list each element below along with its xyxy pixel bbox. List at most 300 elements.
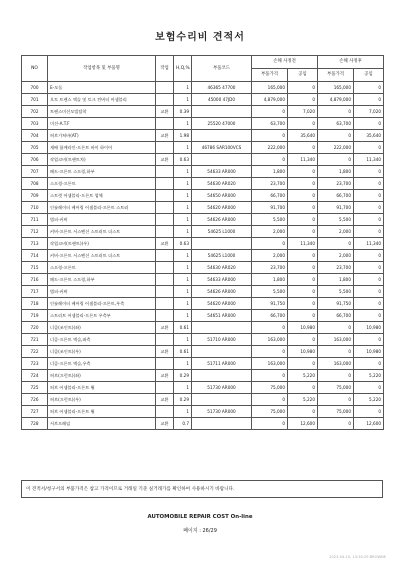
cell-no: 721 bbox=[22, 334, 48, 346]
cell-item: 스프링-프론트 bbox=[48, 262, 156, 274]
table-row bbox=[22, 406, 384, 418]
cell-work bbox=[156, 226, 174, 238]
cell-l1: 0 bbox=[288, 82, 318, 94]
cell-item: 트랜스미션모빌탈착 bbox=[48, 106, 156, 118]
cell-l2: 0 bbox=[354, 226, 384, 238]
cell-no: 713 bbox=[22, 238, 48, 250]
cell-work bbox=[156, 166, 174, 178]
cell-hq: 1 bbox=[174, 94, 192, 106]
cell-p1: 0 bbox=[252, 154, 288, 166]
cell-code bbox=[192, 130, 252, 142]
cell-no: 708 bbox=[22, 178, 48, 190]
cell-item: 너클-프론트 액슬,좌측 bbox=[48, 334, 156, 346]
cell-code bbox=[192, 346, 252, 358]
cell-no: 722 bbox=[22, 346, 48, 358]
cell-item: 허브 어셈블리-프론트 휠 bbox=[48, 382, 156, 394]
cell-code: 54626 AR000 bbox=[192, 214, 252, 226]
cell-p1: 75,000 bbox=[252, 406, 288, 418]
cell-code: 46786 SAR100VCS bbox=[192, 142, 252, 154]
cell-no: 728 bbox=[22, 418, 48, 430]
cell-p2: 4,879,000 bbox=[318, 94, 354, 106]
cell-l2: 10,980 bbox=[354, 346, 384, 358]
cell-no: 720 bbox=[22, 322, 48, 334]
cell-hq: 0.61 bbox=[174, 322, 192, 334]
cell-p1: 4,879,000 bbox=[252, 94, 288, 106]
cell-l2: 0 bbox=[354, 334, 384, 346]
cell-hq: 1.98 bbox=[174, 130, 192, 142]
cell-l2: 0 bbox=[354, 202, 384, 214]
cell-p2: 91,750 bbox=[318, 298, 354, 310]
cell-work: 교환 bbox=[156, 418, 174, 430]
cell-p1: 5,500 bbox=[252, 286, 288, 298]
header-claim: 손해 사정전 bbox=[252, 56, 318, 69]
cell-l1: 0 bbox=[288, 358, 318, 370]
cell-l1: 5,220 bbox=[288, 394, 318, 406]
cell-l1: 5,220 bbox=[288, 370, 318, 382]
cell-item: 허브 어셈블리-프론트 휠 bbox=[48, 406, 156, 418]
cell-no: 705 bbox=[22, 142, 48, 154]
cell-p2: 2,000 bbox=[318, 226, 354, 238]
cell-p2: 91,700 bbox=[318, 202, 354, 214]
cell-work bbox=[156, 274, 174, 286]
cell-hq: 0.29 bbox=[174, 370, 192, 382]
cell-p2: 0 bbox=[318, 418, 354, 430]
cell-item: 재배 함께라인-프론트 바이 하이어 bbox=[48, 142, 156, 154]
cell-no: 724 bbox=[22, 370, 48, 382]
cell-work bbox=[156, 214, 174, 226]
page-number: 페이지 : 26/29 bbox=[183, 528, 217, 534]
cell-p1: 23,700 bbox=[252, 262, 288, 274]
cell-work bbox=[156, 286, 174, 298]
cell-l2: 0 bbox=[354, 286, 384, 298]
cell-l1: 0 bbox=[288, 334, 318, 346]
cell-l2: 11,340 bbox=[354, 238, 384, 250]
cell-hq: 0.29 bbox=[174, 394, 192, 406]
table-row bbox=[22, 118, 384, 130]
cell-code: 51730 AR000 bbox=[192, 382, 252, 394]
cell-no: 710 bbox=[22, 202, 48, 214]
cell-code bbox=[192, 394, 252, 406]
cell-l2: 0 bbox=[354, 82, 384, 94]
cell-p2: 66,700 bbox=[318, 310, 354, 322]
cell-no: 707 bbox=[22, 166, 48, 178]
table-row bbox=[22, 238, 384, 250]
cell-no: 725 bbox=[22, 382, 48, 394]
cell-no: 711 bbox=[22, 214, 48, 226]
cell-p2: 75,000 bbox=[318, 406, 354, 418]
cell-p1: 5,500 bbox=[252, 214, 288, 226]
cell-hq: 1 bbox=[174, 82, 192, 94]
cell-l1: 0 bbox=[288, 190, 318, 202]
cell-hq: 1 bbox=[174, 274, 192, 286]
cell-no: 715 bbox=[22, 262, 48, 274]
cell-p1: 0 bbox=[252, 394, 288, 406]
cell-hq: 1 bbox=[174, 286, 192, 298]
cell-l1: 0 bbox=[288, 298, 318, 310]
table-row bbox=[22, 250, 384, 262]
table-row bbox=[22, 310, 384, 322]
cell-l2: 11,340 bbox=[354, 154, 384, 166]
cell-work bbox=[156, 178, 174, 190]
cell-code bbox=[192, 322, 252, 334]
cell-hq: 0.61 bbox=[174, 346, 192, 358]
cell-hq: 1 bbox=[174, 334, 192, 346]
cell-l2: 0 bbox=[354, 250, 384, 262]
cell-l2: 0 bbox=[354, 298, 384, 310]
cell-work bbox=[156, 358, 174, 370]
table-row bbox=[22, 418, 384, 430]
cell-work bbox=[156, 202, 174, 214]
cell-hq: 0.63 bbox=[174, 154, 192, 166]
cell-hq: 1 bbox=[174, 166, 192, 178]
table-row bbox=[22, 82, 384, 94]
cell-work bbox=[156, 298, 174, 310]
cell-code: 54625 L1000 bbox=[192, 226, 252, 238]
table-row bbox=[22, 166, 384, 178]
cell-no: 700 bbox=[22, 82, 48, 94]
cell-p1: 2,000 bbox=[252, 250, 288, 262]
cell-l1: 0 bbox=[288, 202, 318, 214]
cell-l2: 0 bbox=[354, 190, 384, 202]
table-row bbox=[22, 178, 384, 190]
cell-p2: 5,500 bbox=[318, 214, 354, 226]
table-row bbox=[22, 190, 384, 202]
cell-no: 726 bbox=[22, 394, 48, 406]
cell-l1: 0 bbox=[288, 382, 318, 394]
table-row bbox=[22, 262, 384, 274]
table-row bbox=[22, 130, 384, 142]
cell-hq: 1 bbox=[174, 226, 192, 238]
cell-work bbox=[156, 250, 174, 262]
cell-no: 727 bbox=[22, 406, 48, 418]
cell-work: 교환 bbox=[156, 322, 174, 334]
table-row bbox=[22, 142, 384, 154]
table-row bbox=[22, 334, 384, 346]
cell-p2: 1,800 bbox=[318, 274, 354, 286]
cell-code: 54633 AR000 bbox=[192, 166, 252, 178]
cell-work: 교환 bbox=[156, 106, 174, 118]
table-row bbox=[22, 286, 384, 298]
table-body bbox=[22, 82, 384, 430]
cell-p2: 165,000 bbox=[318, 82, 354, 94]
cell-no: 712 bbox=[22, 226, 48, 238]
cell-l1: 7,020 bbox=[288, 106, 318, 118]
cell-code: 54650 AR000 bbox=[192, 190, 252, 202]
cell-no: 716 bbox=[22, 274, 48, 286]
cell-item: 스트러트 어셈블리-프론트 우측부 bbox=[48, 310, 156, 322]
cell-work bbox=[156, 94, 174, 106]
cell-p1: 0 bbox=[252, 322, 288, 334]
cell-item: 너클(조인트)(우) bbox=[48, 346, 156, 358]
cell-code bbox=[192, 418, 252, 430]
cell-hq: 1 bbox=[174, 262, 192, 274]
cell-no: 709 bbox=[22, 190, 48, 202]
cell-work: 교환 bbox=[156, 394, 174, 406]
cell-l2: 0 bbox=[354, 118, 384, 130]
cell-l2: 0 bbox=[354, 382, 384, 394]
cell-p1: 2,000 bbox=[252, 226, 288, 238]
cell-l1: 12,600 bbox=[288, 418, 318, 430]
cell-l2: 10,980 bbox=[354, 322, 384, 334]
cell-item: 허브(프런트)(우) bbox=[48, 394, 156, 406]
cell-hq: 1 bbox=[174, 190, 192, 202]
table-row bbox=[22, 358, 384, 370]
cell-p2: 163,000 bbox=[318, 358, 354, 370]
cell-p2: 2,000 bbox=[318, 250, 354, 262]
cell-no: 714 bbox=[22, 250, 48, 262]
table-row bbox=[22, 94, 384, 106]
cell-p1: 66,700 bbox=[252, 190, 288, 202]
cell-l1: 0 bbox=[288, 286, 318, 298]
cell-p2: 23,700 bbox=[318, 262, 354, 274]
cell-work bbox=[156, 406, 174, 418]
cell-p2: 0 bbox=[318, 394, 354, 406]
header-code: 부품코드 bbox=[192, 56, 252, 82]
document-title: 보험수리비 견적서 bbox=[155, 32, 245, 43]
cell-item: 스트럿 어셈블리-프론트 업체 bbox=[48, 190, 156, 202]
cell-hq: 0.63 bbox=[174, 238, 192, 250]
cell-item: 허브가쳐바(AT) bbox=[48, 130, 156, 142]
cell-l2: 0 bbox=[354, 94, 384, 106]
header-work: 작업 bbox=[156, 56, 174, 82]
cell-l2: 0 bbox=[354, 214, 384, 226]
cell-item: 범퍼-커버 bbox=[48, 286, 156, 298]
cell-code bbox=[192, 238, 252, 250]
cell-code: 51710 AR000 bbox=[192, 334, 252, 346]
cell-p2: 66,700 bbox=[318, 190, 354, 202]
cell-hq: 1 bbox=[174, 202, 192, 214]
cell-hq: 1 bbox=[174, 406, 192, 418]
cell-p1: 222,000 bbox=[252, 142, 288, 154]
cell-no: 706 bbox=[22, 154, 48, 166]
cell-code: 46365 47700 bbox=[192, 82, 252, 94]
cell-item: 오토 트랜스 액슬 및 토크 컨버터 어셈블리 bbox=[48, 94, 156, 106]
cell-no: 718 bbox=[22, 298, 48, 310]
cell-hq: 1 bbox=[174, 298, 192, 310]
estimate-table bbox=[21, 55, 384, 430]
cell-p1: 91,700 bbox=[252, 202, 288, 214]
cell-l1: 10,980 bbox=[288, 322, 318, 334]
cell-code: 25520 47000 bbox=[192, 118, 252, 130]
cell-item: 너클(조인트)(좌) bbox=[48, 322, 156, 334]
cell-code: 51711 AR000 bbox=[192, 358, 252, 370]
cell-l2: 0 bbox=[354, 166, 384, 178]
table-row bbox=[22, 202, 384, 214]
table-row bbox=[22, 322, 384, 334]
cell-work bbox=[156, 262, 174, 274]
cell-p2: 63,700 bbox=[318, 118, 354, 130]
cell-p2: 163,000 bbox=[318, 334, 354, 346]
cell-l2: 0 bbox=[354, 142, 384, 154]
cell-l2: 0 bbox=[354, 178, 384, 190]
cell-l2: 0 bbox=[354, 274, 384, 286]
table-row bbox=[22, 346, 384, 358]
cell-l1: 0 bbox=[288, 178, 318, 190]
header-parts-before: 부품가격 bbox=[252, 69, 288, 82]
cell-work: 교환 bbox=[156, 130, 174, 142]
cell-l2: 0 bbox=[354, 262, 384, 274]
cell-p1: 66,700 bbox=[252, 310, 288, 322]
cell-p2: 0 bbox=[318, 238, 354, 250]
cell-code: 51730 AR000 bbox=[192, 406, 252, 418]
cell-work bbox=[156, 310, 174, 322]
cell-p1: 1,800 bbox=[252, 274, 288, 286]
cell-l2: 0 bbox=[354, 310, 384, 322]
cell-p1: 0 bbox=[252, 106, 288, 118]
cell-p1: 163,000 bbox=[252, 358, 288, 370]
cell-p2: 0 bbox=[318, 154, 354, 166]
cell-p1: 91,750 bbox=[252, 298, 288, 310]
cell-l1: 0 bbox=[288, 94, 318, 106]
cell-hq: 1 bbox=[174, 118, 192, 130]
footer-brand: AUTOMOBILE REPAIR COST On-line bbox=[147, 514, 253, 520]
table-row bbox=[22, 154, 384, 166]
cell-item: 인슐레이터 베어링 어셈블리-프론트 스트러 bbox=[48, 202, 156, 214]
cell-work bbox=[156, 334, 174, 346]
cell-item: 인슐레이터 베어링 어셈블리-프론트,우측 bbox=[48, 298, 156, 310]
cell-code: 54620 AR000 bbox=[192, 202, 252, 214]
cell-l1: 10,980 bbox=[288, 346, 318, 358]
cell-item: 작업코비(트랜트)(우) bbox=[48, 238, 156, 250]
table-row bbox=[22, 106, 384, 118]
cell-p2: 1,800 bbox=[318, 166, 354, 178]
cell-hq: 1 bbox=[174, 358, 192, 370]
cell-p1: 23,700 bbox=[252, 178, 288, 190]
cell-l1: 11,340 bbox=[288, 154, 318, 166]
cell-hq: 0.39 bbox=[174, 106, 192, 118]
table-row bbox=[22, 382, 384, 394]
cell-code bbox=[192, 106, 252, 118]
cell-hq: 1 bbox=[174, 382, 192, 394]
disclaimer-note: 이 견적서/청구서의 부품가격은 참고 가격이므로 거래일 기준 실거래가를 확인하여 사용하시기 바랍니다. bbox=[21, 480, 383, 498]
cell-l1: 0 bbox=[288, 214, 318, 226]
table-row bbox=[22, 274, 384, 286]
cell-code: 54625 L1000 bbox=[192, 250, 252, 262]
table-row bbox=[22, 394, 384, 406]
cell-code bbox=[192, 370, 252, 382]
cell-no: 701 bbox=[22, 94, 48, 106]
cell-no: 719 bbox=[22, 310, 48, 322]
cell-hq: 1 bbox=[174, 142, 192, 154]
cell-l2: 0 bbox=[354, 358, 384, 370]
cell-p1: 0 bbox=[252, 238, 288, 250]
cell-work bbox=[156, 82, 174, 94]
cell-l1: 0 bbox=[288, 118, 318, 130]
cell-p2: 23,700 bbox=[318, 178, 354, 190]
header-parts-after: 부품가격 bbox=[318, 69, 354, 82]
header-assess: 손해 사정후 bbox=[318, 56, 384, 69]
cell-l2: 0 bbox=[354, 406, 384, 418]
cell-p1: 163,000 bbox=[252, 334, 288, 346]
cell-l1: 11,340 bbox=[288, 238, 318, 250]
cell-code: 54651 AR000 bbox=[192, 310, 252, 322]
cell-p2: 5,500 bbox=[318, 286, 354, 298]
cell-work bbox=[156, 190, 174, 202]
cell-p1: 1,800 bbox=[252, 166, 288, 178]
cell-item: 미션-A.T.F bbox=[48, 118, 156, 130]
header-labor-after: 공임 bbox=[354, 69, 384, 82]
header-no: NO bbox=[22, 56, 48, 82]
cell-l1: 0 bbox=[288, 166, 318, 178]
cell-l2: 5,220 bbox=[354, 370, 384, 382]
cell-work: 교환 bbox=[156, 346, 174, 358]
cell-l1: 0 bbox=[288, 262, 318, 274]
cell-p2: 75,000 bbox=[318, 382, 354, 394]
cell-l1: 0 bbox=[288, 142, 318, 154]
cell-hq: 1 bbox=[174, 214, 192, 226]
cell-item: 너클-프론트 액슬,우측 bbox=[48, 358, 156, 370]
cell-item: 패드-프론트 스프링,하부 bbox=[48, 166, 156, 178]
cell-p1: 0 bbox=[252, 346, 288, 358]
cell-l1: 0 bbox=[288, 406, 318, 418]
cell-p1: 0 bbox=[252, 370, 288, 382]
cell-no: 703 bbox=[22, 118, 48, 130]
header-item: 작업항목 및 부품명 bbox=[48, 56, 156, 82]
cell-item: 범퍼-커버 bbox=[48, 214, 156, 226]
cell-work: 교환 bbox=[156, 370, 174, 382]
cell-code: 45000 47JD0 bbox=[192, 94, 252, 106]
cell-work: 교환 bbox=[156, 154, 174, 166]
cell-p2: 0 bbox=[318, 346, 354, 358]
cell-code: 54630 AR020 bbox=[192, 178, 252, 190]
cell-p2: 0 bbox=[318, 370, 354, 382]
table-row bbox=[22, 226, 384, 238]
cell-code bbox=[192, 154, 252, 166]
cell-work bbox=[156, 382, 174, 394]
header-labor-before: 공임 bbox=[288, 69, 318, 82]
cell-l1: 35,640 bbox=[288, 130, 318, 142]
cell-item: 커버-프론트 서스펜션 스트러트 더스트 bbox=[48, 250, 156, 262]
cell-p1: 0 bbox=[252, 418, 288, 430]
cell-p2: 222,000 bbox=[318, 142, 354, 154]
cell-p1: 165,000 bbox=[252, 82, 288, 94]
cell-code: 54626 AR000 bbox=[192, 286, 252, 298]
table-row bbox=[22, 370, 384, 382]
cell-p2: 0 bbox=[318, 322, 354, 334]
cell-l1: 0 bbox=[288, 250, 318, 262]
cell-hq: 1 bbox=[174, 250, 192, 262]
cell-hq: 1 bbox=[174, 178, 192, 190]
cell-item: 서브프레임 bbox=[48, 418, 156, 430]
cell-no: 723 bbox=[22, 358, 48, 370]
cell-l1: 0 bbox=[288, 274, 318, 286]
header-hq: H,Q,% bbox=[174, 56, 192, 82]
cell-work: 교환 bbox=[156, 238, 174, 250]
cell-p1: 0 bbox=[252, 130, 288, 142]
cell-p2: 0 bbox=[318, 106, 354, 118]
cell-hq: 1 bbox=[174, 310, 192, 322]
print-timestamp: 2023-04-10, 14:35:29 BROWNE bbox=[329, 555, 386, 559]
cell-l2: 5,220 bbox=[354, 394, 384, 406]
table-row bbox=[22, 298, 384, 310]
cell-item: 작업코비(트랜트차) bbox=[48, 154, 156, 166]
cell-l2: 35,640 bbox=[354, 130, 384, 142]
table-row bbox=[22, 214, 384, 226]
cell-code: 54630 AR020 bbox=[192, 262, 252, 274]
cell-item: E-모듈 bbox=[48, 82, 156, 94]
cell-item: 패드-프론트 스프링,하부 bbox=[48, 274, 156, 286]
cell-l2: 7,020 bbox=[354, 106, 384, 118]
cell-l1: 0 bbox=[288, 310, 318, 322]
cell-p1: 75,000 bbox=[252, 382, 288, 394]
cell-hq: 0.7 bbox=[174, 418, 192, 430]
cell-item: 커버-프론트 서스펜션 스트러트 더스트 bbox=[48, 226, 156, 238]
cell-work bbox=[156, 118, 174, 130]
cell-item: 스프링-프론트 bbox=[48, 178, 156, 190]
cell-no: 717 bbox=[22, 286, 48, 298]
cell-l2: 12,600 bbox=[354, 418, 384, 430]
cell-p2: 0 bbox=[318, 130, 354, 142]
